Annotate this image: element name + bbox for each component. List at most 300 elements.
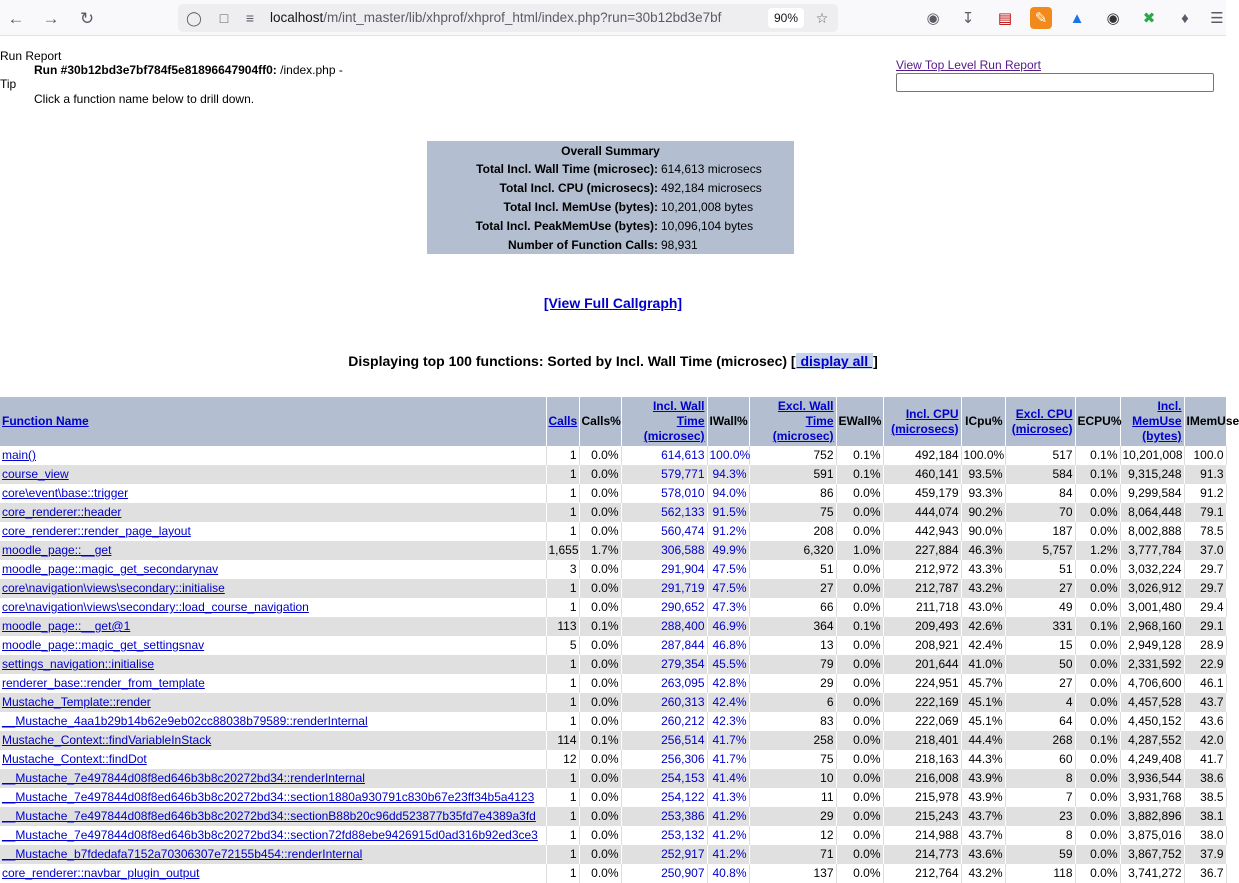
- cell-excl-cpu: 49: [1005, 598, 1075, 617]
- cell-excl-wall: 11: [749, 788, 836, 807]
- top-level-run-report-link[interactable]: View Top Level Run Report: [896, 58, 1041, 72]
- cell-iwall-pct: 41.2%: [707, 807, 749, 826]
- cell-ewall-pct: 0.0%: [836, 826, 883, 845]
- cell-calls: 1: [546, 484, 579, 503]
- cell-incl-memuse: 2,968,160: [1120, 617, 1184, 636]
- cell-excl-wall: 258: [749, 731, 836, 750]
- cell-calls-pct: 0.0%: [579, 560, 621, 579]
- cell-imemuse-pct: 37.9: [1184, 845, 1226, 864]
- cell-excl-cpu: 60: [1005, 750, 1075, 769]
- cell-icpu-pct: 42.6%: [961, 617, 1005, 636]
- cell-excl-cpu: 27: [1005, 674, 1075, 693]
- cell-incl-memuse: 3,931,768: [1120, 788, 1184, 807]
- cell-incl-wall: 254,153: [621, 769, 707, 788]
- function-link[interactable]: Mustache_Context::findVariableInStack: [2, 733, 212, 747]
- cell-ecpu-pct: 0.0%: [1075, 693, 1120, 712]
- cell-calls: 1: [546, 446, 579, 465]
- cell-icpu-pct: 43.6%: [961, 845, 1005, 864]
- cell-imemuse-pct: 38.6: [1184, 769, 1226, 788]
- cell-icpu-pct: 41.0%: [961, 655, 1005, 674]
- displaying-heading: Displaying top 100 functions: Sorted by Incl. Wall Time (microsec) [ display all ]: [348, 353, 878, 369]
- cell-iwall-pct: 46.9%: [707, 617, 749, 636]
- cell-ecpu-pct: 0.0%: [1075, 807, 1120, 826]
- cell-incl-cpu: 212,764: [883, 864, 961, 883]
- cell-imemuse-pct: 79.1: [1184, 503, 1226, 522]
- cell-ewall-pct: 0.0%: [836, 579, 883, 598]
- cell-imemuse-pct: 100.0: [1184, 446, 1226, 465]
- cell-ecpu-pct: 0.0%: [1075, 769, 1120, 788]
- cell-incl-wall: 291,904: [621, 560, 707, 579]
- cell-ecpu-pct: 1.2%: [1075, 541, 1120, 560]
- summary-row: [427, 198, 794, 217]
- cell-incl-cpu: 208,921: [883, 636, 961, 655]
- cell-imemuse-pct: 91.2: [1184, 484, 1226, 503]
- cell-icpu-pct: 100.0%: [961, 446, 1005, 465]
- cell-excl-wall: 6: [749, 693, 836, 712]
- cell-ewall-pct: 1.0%: [836, 541, 883, 560]
- cell-icpu-pct: 43.0%: [961, 598, 1005, 617]
- cell-incl-wall: 252,917: [621, 845, 707, 864]
- cell-excl-wall: 86: [749, 484, 836, 503]
- bookmark-star-icon[interactable]: ☆: [815, 9, 829, 26]
- cell-excl-wall: 83: [749, 712, 836, 731]
- header-function-name[interactable]: Function Name: [0, 397, 546, 446]
- function-link[interactable]: Mustache_Template::render: [2, 695, 151, 709]
- cell-calls: 1: [546, 712, 579, 731]
- cell-incl-memuse: 4,450,152: [1120, 712, 1184, 731]
- cell-function-name: [0, 522, 546, 541]
- url-bar[interactable]: [178, 4, 838, 32]
- cell-incl-wall: 256,514: [621, 731, 707, 750]
- cell-ewall-pct: 0.0%: [836, 655, 883, 674]
- function-link[interactable]: settings_navigation::initialise: [2, 657, 155, 671]
- cell-incl-wall: 579,771: [621, 465, 707, 484]
- cell-incl-cpu: 492,184: [883, 446, 961, 465]
- cell-incl-cpu: 212,972: [883, 560, 961, 579]
- extension-orange-icon[interactable]: ✎: [1030, 7, 1052, 29]
- cell-excl-wall: 10: [749, 769, 836, 788]
- cell-function-name: [0, 446, 546, 465]
- cell-ewall-pct: 0.0%: [836, 712, 883, 731]
- cell-calls-pct: 0.1%: [579, 617, 621, 636]
- cell-function-name: [0, 636, 546, 655]
- pdf-extension-icon[interactable]: ▤: [997, 10, 1013, 27]
- function-link[interactable]: core\event\base::trigger: [2, 486, 129, 500]
- cell-ecpu-pct: 0.1%: [1075, 617, 1120, 636]
- table-row: [0, 541, 1226, 560]
- cell-incl-wall: 560,474: [621, 522, 707, 541]
- pocket-icon[interactable]: ◉: [926, 10, 940, 27]
- cell-ewall-pct: 0.0%: [836, 845, 883, 864]
- cell-ewall-pct: 0.0%: [836, 674, 883, 693]
- function-link[interactable]: main(): [2, 448, 37, 462]
- cell-iwall-pct: 49.9%: [707, 541, 749, 560]
- cell-incl-memuse: 3,741,272: [1120, 864, 1184, 883]
- summary-value: 492,184 microsecs: [661, 181, 762, 195]
- function-link[interactable]: renderer_base::render_from_template: [2, 676, 205, 690]
- header-calls[interactable]: Calls: [546, 397, 579, 446]
- cell-ewall-pct: 0.0%: [836, 750, 883, 769]
- table-row: [0, 712, 1226, 731]
- cell-function-name: [0, 674, 546, 693]
- cell-iwall-pct: 91.2%: [707, 522, 749, 541]
- summary-value: 614,613 microsecs: [661, 162, 762, 176]
- cell-incl-cpu: 214,773: [883, 845, 961, 864]
- function-link[interactable]: course_view: [2, 467, 69, 481]
- cell-incl-cpu: 211,718: [883, 598, 961, 617]
- cell-excl-cpu: 517: [1005, 446, 1075, 465]
- cell-calls-pct: 0.0%: [579, 579, 621, 598]
- cell-function-name: [0, 750, 546, 769]
- cell-excl-wall: 66: [749, 598, 836, 617]
- cell-incl-cpu: 222,069: [883, 712, 961, 731]
- tip-label: Tip: [0, 77, 17, 91]
- summary-key: Total Incl. CPU (microsecs):: [499, 181, 658, 195]
- function-link[interactable]: moodle_page::__get: [2, 543, 112, 557]
- menu-icon[interactable]: ☰: [1210, 10, 1224, 27]
- cell-calls-pct: 0.0%: [579, 769, 621, 788]
- zoom-indicator[interactable]: 90%: [768, 8, 804, 28]
- cell-function-name: [0, 465, 546, 484]
- cell-ewall-pct: 0.0%: [836, 636, 883, 655]
- header-ecpu-pct: ECPU%: [1075, 397, 1120, 446]
- cell-incl-wall: 306,588: [621, 541, 707, 560]
- cell-excl-cpu: 118: [1005, 864, 1075, 883]
- cell-function-name: [0, 712, 546, 731]
- function-link[interactable]: core_renderer::render_page_layout: [2, 524, 191, 538]
- back-arrow-icon[interactable]: ←: [7, 8, 25, 28]
- cell-ecpu-pct: 0.0%: [1075, 522, 1120, 541]
- cell-iwall-pct: 40.8%: [707, 864, 749, 883]
- cell-excl-cpu: 51: [1005, 560, 1075, 579]
- cell-incl-memuse: 2,331,592: [1120, 655, 1184, 674]
- cell-icpu-pct: 43.2%: [961, 864, 1005, 883]
- cell-ecpu-pct: 0.1%: [1075, 446, 1120, 465]
- cell-iwall-pct: 100.0%: [707, 446, 749, 465]
- extension-x-icon[interactable]: ✖: [1142, 10, 1156, 27]
- header-iwall-pct: IWall%: [707, 397, 749, 446]
- function-link[interactable]: __Mustache_7e497844d08f8ed646b3b8c20272bd34::sectionB88b20c96dd523877b35fd7e4389a3fd: [2, 809, 536, 823]
- cell-excl-wall: 208: [749, 522, 836, 541]
- cell-excl-cpu: 584: [1005, 465, 1075, 484]
- cell-excl-cpu: 7: [1005, 788, 1075, 807]
- extension-w-icon[interactable]: ◉: [1106, 10, 1120, 27]
- cell-excl-wall: 51: [749, 560, 836, 579]
- cell-incl-wall: 260,313: [621, 693, 707, 712]
- summary-value: 10,096,104 bytes: [661, 219, 754, 233]
- cell-iwall-pct: 45.5%: [707, 655, 749, 674]
- function-link[interactable]: core\navigation\views\secondary::initialise: [2, 581, 225, 595]
- browser-toolbar: [0, 0, 1226, 36]
- cell-incl-memuse: 3,026,912: [1120, 579, 1184, 598]
- cell-iwall-pct: 41.2%: [707, 845, 749, 864]
- cell-icpu-pct: 43.7%: [961, 826, 1005, 845]
- cell-calls-pct: 0.0%: [579, 522, 621, 541]
- cell-incl-cpu: 218,401: [883, 731, 961, 750]
- table-row: [0, 617, 1226, 636]
- header-incl-cpu[interactable]: Incl. CPU (microsecs): [883, 397, 961, 446]
- cell-incl-wall: 578,010: [621, 484, 707, 503]
- cell-calls-pct: 0.0%: [579, 655, 621, 674]
- extensions-puzzle-icon[interactable]: ♦: [1181, 9, 1189, 27]
- cell-iwall-pct: 41.7%: [707, 731, 749, 750]
- cell-calls: 1: [546, 845, 579, 864]
- cell-iwall-pct: 47.5%: [707, 560, 749, 579]
- cell-excl-cpu: 59: [1005, 845, 1075, 864]
- cell-incl-cpu: 459,179: [883, 484, 961, 503]
- cell-function-name: [0, 826, 546, 845]
- cell-excl-wall: 6,320: [749, 541, 836, 560]
- cell-incl-memuse: 9,299,584: [1120, 484, 1184, 503]
- cell-iwall-pct: 94.3%: [707, 465, 749, 484]
- cell-calls-pct: 0.1%: [579, 731, 621, 750]
- cell-icpu-pct: 43.9%: [961, 769, 1005, 788]
- table-row: [0, 807, 1226, 826]
- cell-imemuse-pct: 28.9: [1184, 636, 1226, 655]
- cell-function-name: [0, 769, 546, 788]
- header-excl-cpu[interactable]: Excl. CPU (microsec): [1005, 397, 1075, 446]
- cell-function-name: [0, 693, 546, 712]
- cell-calls-pct: 1.7%: [579, 541, 621, 560]
- cell-incl-cpu: 460,141: [883, 465, 961, 484]
- cell-ewall-pct: 0.0%: [836, 484, 883, 503]
- function-link[interactable]: moodle_page::magic_get_secondarynav: [2, 562, 219, 576]
- header-incl-memuse[interactable]: Incl. MemUse (bytes): [1120, 397, 1184, 446]
- function-link[interactable]: core\navigation\views\secondary::load_course_navigation: [2, 600, 309, 614]
- reload-icon[interactable]: ↻: [79, 8, 95, 28]
- cell-imemuse-pct: 78.5: [1184, 522, 1226, 541]
- cell-ecpu-pct: 0.0%: [1075, 826, 1120, 845]
- cell-calls: 1: [546, 693, 579, 712]
- cell-incl-cpu: 216,008: [883, 769, 961, 788]
- function-link[interactable]: moodle_page::magic_get_settingsnav: [2, 638, 205, 652]
- cell-incl-wall: 254,122: [621, 788, 707, 807]
- cell-excl-cpu: 8: [1005, 826, 1075, 845]
- url-fade: [738, 6, 768, 30]
- table-row: [0, 788, 1226, 807]
- cell-incl-cpu: 224,951: [883, 674, 961, 693]
- run-report-label: Run Report: [0, 49, 62, 63]
- cell-incl-cpu: 227,884: [883, 541, 961, 560]
- cell-ecpu-pct: 0.0%: [1075, 655, 1120, 674]
- cell-icpu-pct: 45.1%: [961, 693, 1005, 712]
- cell-imemuse-pct: 37.0: [1184, 541, 1226, 560]
- cell-calls-pct: 0.0%: [579, 788, 621, 807]
- cell-incl-cpu: 215,243: [883, 807, 961, 826]
- function-link[interactable]: core_renderer::navbar_plugin_output: [2, 866, 200, 880]
- cell-incl-wall: 256,306: [621, 750, 707, 769]
- cell-iwall-pct: 91.5%: [707, 503, 749, 522]
- cell-icpu-pct: 43.2%: [961, 579, 1005, 598]
- download-icon[interactable]: ↧: [961, 10, 975, 27]
- cell-ecpu-pct: 0.0%: [1075, 712, 1120, 731]
- cell-calls-pct: 0.0%: [579, 484, 621, 503]
- cell-ewall-pct: 0.1%: [836, 617, 883, 636]
- cell-incl-memuse: 4,457,528: [1120, 693, 1184, 712]
- cell-excl-wall: 13: [749, 636, 836, 655]
- cell-incl-wall: 263,095: [621, 674, 707, 693]
- cell-incl-memuse: 9,315,248: [1120, 465, 1184, 484]
- function-link[interactable]: Mustache_Context::findDot: [2, 752, 147, 766]
- function-table: [0, 397, 1239, 883]
- cell-incl-wall: 291,719: [621, 579, 707, 598]
- cell-excl-wall: 75: [749, 750, 836, 769]
- table-row: [0, 484, 1226, 503]
- cell-incl-memuse: 3,882,896: [1120, 807, 1184, 826]
- cell-excl-wall: 29: [749, 674, 836, 693]
- cell-icpu-pct: 93.3%: [961, 484, 1005, 503]
- cell-incl-wall: 253,132: [621, 826, 707, 845]
- cell-imemuse-pct: 38.5: [1184, 788, 1226, 807]
- cell-ewall-pct: 0.0%: [836, 731, 883, 750]
- cell-iwall-pct: 47.5%: [707, 579, 749, 598]
- cell-ecpu-pct: 0.0%: [1075, 598, 1120, 617]
- function-link[interactable]: __Mustache_7e497844d08f8ed646b3b8c20272bd34::section72fd88ebe9426915d0ad316b92ed3ce3: [2, 828, 538, 842]
- cell-function-name: [0, 484, 546, 503]
- cell-excl-cpu: 5,757: [1005, 541, 1075, 560]
- cell-excl-cpu: 331: [1005, 617, 1075, 636]
- cell-function-name: [0, 788, 546, 807]
- cell-calls: 1: [546, 579, 579, 598]
- table-row: [0, 446, 1226, 465]
- cell-calls: 1: [546, 655, 579, 674]
- cell-incl-memuse: 3,001,480: [1120, 598, 1184, 617]
- summary-row: [427, 236, 794, 255]
- cell-imemuse-pct: 29.4: [1184, 598, 1226, 617]
- cell-ecpu-pct: 0.0%: [1075, 788, 1120, 807]
- function-search-input[interactable]: [896, 73, 1214, 92]
- function-link[interactable]: moodle_page::__get@1: [2, 619, 131, 633]
- table-row: [0, 579, 1226, 598]
- cell-imemuse-pct: 38.1: [1184, 807, 1226, 826]
- header-incl-wall[interactable]: Incl. Wall Time (microsec): [621, 397, 707, 446]
- table-row: [0, 674, 1226, 693]
- cell-imemuse-pct: 38.0: [1184, 826, 1226, 845]
- cell-calls-pct: 0.0%: [579, 807, 621, 826]
- display-all-link[interactable]: display all: [796, 353, 873, 369]
- url-text[interactable]: localhost/m/int_master/lib/xhprof/xhprof_html/index.php?run=30b12bd3e7bf: [270, 10, 722, 25]
- table-row: [0, 769, 1226, 788]
- cell-iwall-pct: 41.2%: [707, 826, 749, 845]
- cell-incl-wall: 287,844: [621, 636, 707, 655]
- table-row: [0, 465, 1226, 484]
- cell-excl-wall: 27: [749, 579, 836, 598]
- cell-ecpu-pct: 0.0%: [1075, 674, 1120, 693]
- cell-excl-cpu: 15: [1005, 636, 1075, 655]
- cell-imemuse-pct: 42.0: [1184, 731, 1226, 750]
- header-excl-wall[interactable]: Excl. Wall Time (microsec): [749, 397, 836, 446]
- cell-ecpu-pct: 0.0%: [1075, 484, 1120, 503]
- cell-calls: 1: [546, 826, 579, 845]
- function-link[interactable]: core_renderer::header: [2, 505, 122, 519]
- cell-excl-cpu: 84: [1005, 484, 1075, 503]
- cell-excl-cpu: 4: [1005, 693, 1075, 712]
- cell-excl-cpu: 187: [1005, 522, 1075, 541]
- table-row: [0, 693, 1226, 712]
- cell-ewall-pct: 0.0%: [836, 598, 883, 617]
- summary-row: [427, 179, 794, 198]
- cell-incl-cpu: 444,074: [883, 503, 961, 522]
- cell-calls: 1: [546, 769, 579, 788]
- page-icon[interactable]: □: [219, 10, 229, 26]
- cell-iwall-pct: 42.8%: [707, 674, 749, 693]
- cell-calls: 3: [546, 560, 579, 579]
- summary-key: Total Incl. PeakMemUse (bytes):: [475, 219, 658, 233]
- cell-iwall-pct: 94.0%: [707, 484, 749, 503]
- cell-incl-cpu: 214,988: [883, 826, 961, 845]
- cell-imemuse-pct: 29.7: [1184, 579, 1226, 598]
- cell-ecpu-pct: 0.0%: [1075, 845, 1120, 864]
- cell-calls: 1: [546, 503, 579, 522]
- header-ewall-pct: EWall%: [836, 397, 883, 446]
- cell-function-name: [0, 598, 546, 617]
- cell-ecpu-pct: 0.0%: [1075, 636, 1120, 655]
- callgraph-container: [0, 295, 1226, 311]
- view-full-callgraph-link[interactable]: [View Full Callgraph]: [543, 295, 683, 311]
- cell-icpu-pct: 90.0%: [961, 522, 1005, 541]
- cell-excl-wall: 137: [749, 864, 836, 883]
- summary-key: Total Incl. Wall Time (microsec):: [476, 162, 658, 176]
- cell-incl-memuse: 3,867,752: [1120, 845, 1184, 864]
- cell-function-name: [0, 617, 546, 636]
- cell-incl-wall: 614,613: [621, 446, 707, 465]
- cell-calls-pct: 0.0%: [579, 446, 621, 465]
- cell-icpu-pct: 45.7%: [961, 674, 1005, 693]
- cell-calls: 1: [546, 674, 579, 693]
- table-row: [0, 560, 1226, 579]
- cell-iwall-pct: 46.8%: [707, 636, 749, 655]
- cell-icpu-pct: 44.4%: [961, 731, 1005, 750]
- cell-ecpu-pct: 0.0%: [1075, 579, 1120, 598]
- table-row: [0, 522, 1226, 541]
- cell-iwall-pct: 42.4%: [707, 693, 749, 712]
- function-link[interactable]: __Mustache_7e497844d08f8ed646b3b8c20272bd34::renderInternal: [2, 771, 365, 785]
- cell-calls: 1: [546, 598, 579, 617]
- cell-imemuse-pct: 43.6: [1184, 712, 1226, 731]
- cell-iwall-pct: 42.3%: [707, 712, 749, 731]
- function-link[interactable]: __Mustache_b7fdedafa7152a70306307e72155b454::renderInternal: [2, 847, 363, 861]
- cell-ecpu-pct: 0.0%: [1075, 750, 1120, 769]
- cell-excl-wall: 364: [749, 617, 836, 636]
- cell-ewall-pct: 0.0%: [836, 807, 883, 826]
- cell-iwall-pct: 41.4%: [707, 769, 749, 788]
- header-calls-pct: Calls%: [579, 397, 621, 446]
- cell-ecpu-pct: 0.0%: [1075, 864, 1120, 883]
- cell-imemuse-pct: 29.7: [1184, 560, 1226, 579]
- function-link[interactable]: __Mustache_4aa1b29b14b62e9eb02cc88038b79589::renderInternal: [2, 714, 368, 728]
- forward-arrow-icon[interactable]: →: [42, 8, 60, 28]
- shield-icon[interactable]: ◯: [186, 9, 202, 26]
- cell-calls-pct: 0.0%: [579, 503, 621, 522]
- extension-triangle-icon[interactable]: ▲: [1069, 9, 1085, 27]
- table-row: [0, 826, 1226, 845]
- cell-imemuse-pct: 22.9: [1184, 655, 1226, 674]
- cell-incl-wall: 288,400: [621, 617, 707, 636]
- cell-function-name: [0, 845, 546, 864]
- table-row: [0, 845, 1226, 864]
- cell-calls-pct: 0.0%: [579, 845, 621, 864]
- cell-incl-wall: 562,133: [621, 503, 707, 522]
- permissions-icon[interactable]: ≡: [245, 10, 255, 26]
- table-row: [0, 655, 1226, 674]
- cell-function-name: [0, 655, 546, 674]
- function-link[interactable]: __Mustache_7e497844d08f8ed646b3b8c20272bd34::section1880a930791c830b67e23ff34b5a4123: [2, 790, 535, 804]
- cell-incl-cpu: 442,943: [883, 522, 961, 541]
- cell-function-name: [0, 579, 546, 598]
- cell-incl-memuse: 3,032,224: [1120, 560, 1184, 579]
- cell-icpu-pct: 93.5%: [961, 465, 1005, 484]
- summary-row: [427, 217, 794, 236]
